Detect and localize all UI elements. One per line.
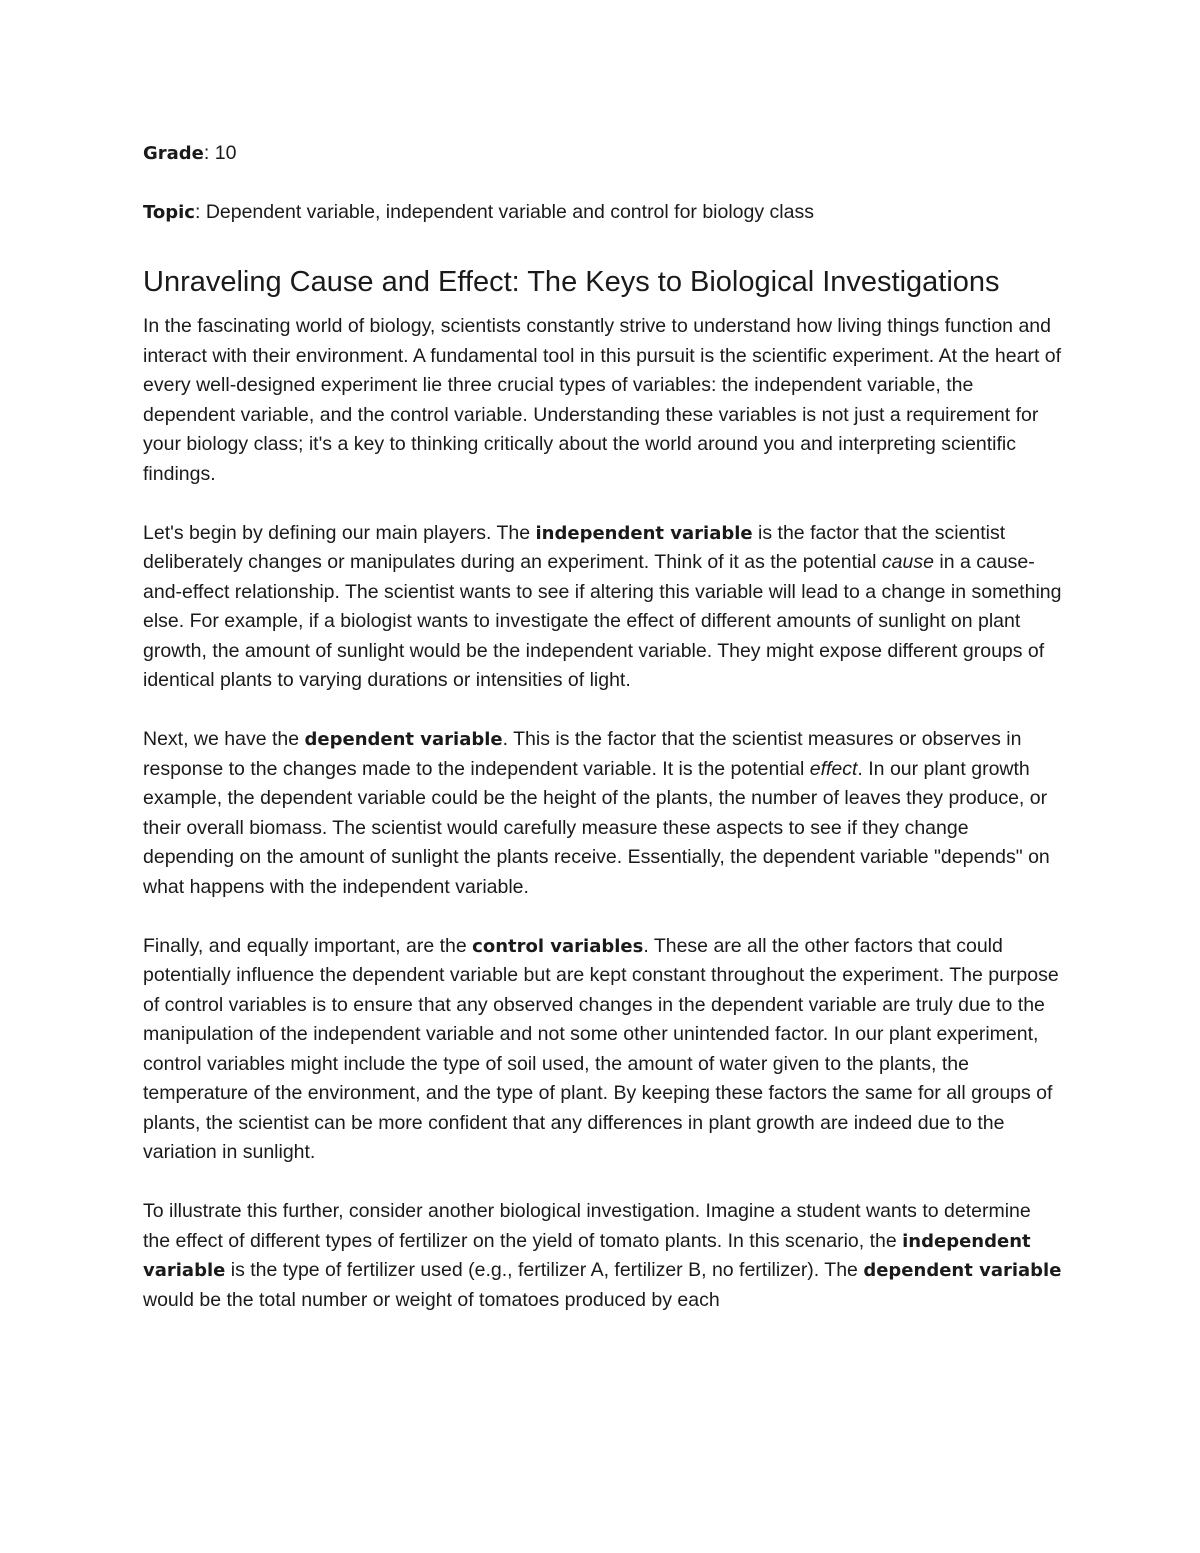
grade-label: Grade <box>143 143 204 164</box>
paragraph-text: in a cause-and-effect relationship. The scientist wants to see if altering this variable will lead to a change in something else. For example, if a biologist wants to investigate the effect of different amounts of sunlight on plant growth, the amount of sunlight would be the independent variable. They might expose different groups of identical plants to varying durations or intensities of light. <box>143 551 1062 691</box>
paragraph-text: would be the total number or weight of tomatoes produced by each <box>143 1288 720 1311</box>
paragraph-text: To illustrate this further, consider another biological investigation. Imagine a student wants to determine the effect of different types of fertilizer on the yield of tomato plants. In this scenario, the <box>143 1200 1031 1252</box>
paragraph-intro: In the fascinating world of biology, scientists constantly strive to understand how living things function and interact with their environment. A fundamental tool in this pursuit is the scientific experiment. At the heart of every well-designed experiment lie three crucial types of variables: the independent variable, the dependent variable, and the control variable. Understanding these variables is not just a requirement for your biology class; it's a key to thinking critically about the world around you and interpreting scientific findings. <box>143 315 1062 485</box>
term-independent-variable: independent variable <box>143 1230 1031 1281</box>
term-independent-variable: independent variable <box>535 522 753 544</box>
paragraph-dependent-variable <box>143 725 1063 902</box>
document-page <box>143 138 1063 1345</box>
paragraph-control-variables <box>143 932 1063 1168</box>
grade-line <box>143 138 1063 169</box>
paragraph-text: Let's begin by defining our main players. The <box>143 521 536 544</box>
paragraph-text: . In our plant growth example, the dependent variable could be the height of the plants, the number of leaves they produce, or their overall biomass. The scientist would carefully measure these aspects to see if they change depending on the amount of sunlight the plants receive. Essentially, the dependent variable "depends" on what happens with the independent variable. <box>143 757 1050 898</box>
emphasis-cause: cause <box>881 551 934 573</box>
paragraph-text: is the factor that the scientist deliberately changes or manipulates during an experiment. Think of it as the potential <box>143 521 1006 573</box>
paragraph-text: Next, we have the <box>143 728 305 750</box>
paragraph-text: . These are all the other factors that could potentially influence the dependent variable but are kept constant throughout the experiment. The purpose of control variables is to ensure that any observed changes in the dependent variable are truly due to the manipulation of the independent variable and not some other unintended factor. In our plant experiment, control variables might include the type of soil used, the amount of water given to the plants, the temperature of the environment, and the type of plant. By keeping these factors the same for all groups of plants, the scientist can be more confident that any differences in plant growth are indeed due to the variation in sunlight. <box>143 934 1059 1163</box>
term-dependent-variable: dependent variable <box>304 729 503 750</box>
topic-value: : Dependent variable, independent variable and control for biology class <box>194 201 814 223</box>
paragraph-independent-variable <box>143 519 1063 696</box>
paragraph-text: is the type of fertilizer used (e.g., fertilizer A, fertilizer B, no fertilizer). The <box>225 1259 864 1281</box>
topic-line <box>143 197 1063 228</box>
document-title: Unraveling Cause and Effect: The Keys to Biological Investigations <box>143 266 1000 298</box>
paragraph-text: Finally, and equally important, are the <box>143 934 473 957</box>
paragraph-fertilizer-example <box>143 1197 1063 1315</box>
grade-value: : 10 <box>203 142 237 164</box>
emphasis-effect: effect <box>809 757 858 780</box>
topic-label: Topic <box>143 202 195 223</box>
term-control-variables: control variables <box>472 935 644 957</box>
paragraph-text: . This is the factor that the scientist measures or observes in response to the changes made to the independent variable. It is the potential <box>143 728 1022 780</box>
term-dependent-variable: dependent variable <box>863 1260 1062 1281</box>
